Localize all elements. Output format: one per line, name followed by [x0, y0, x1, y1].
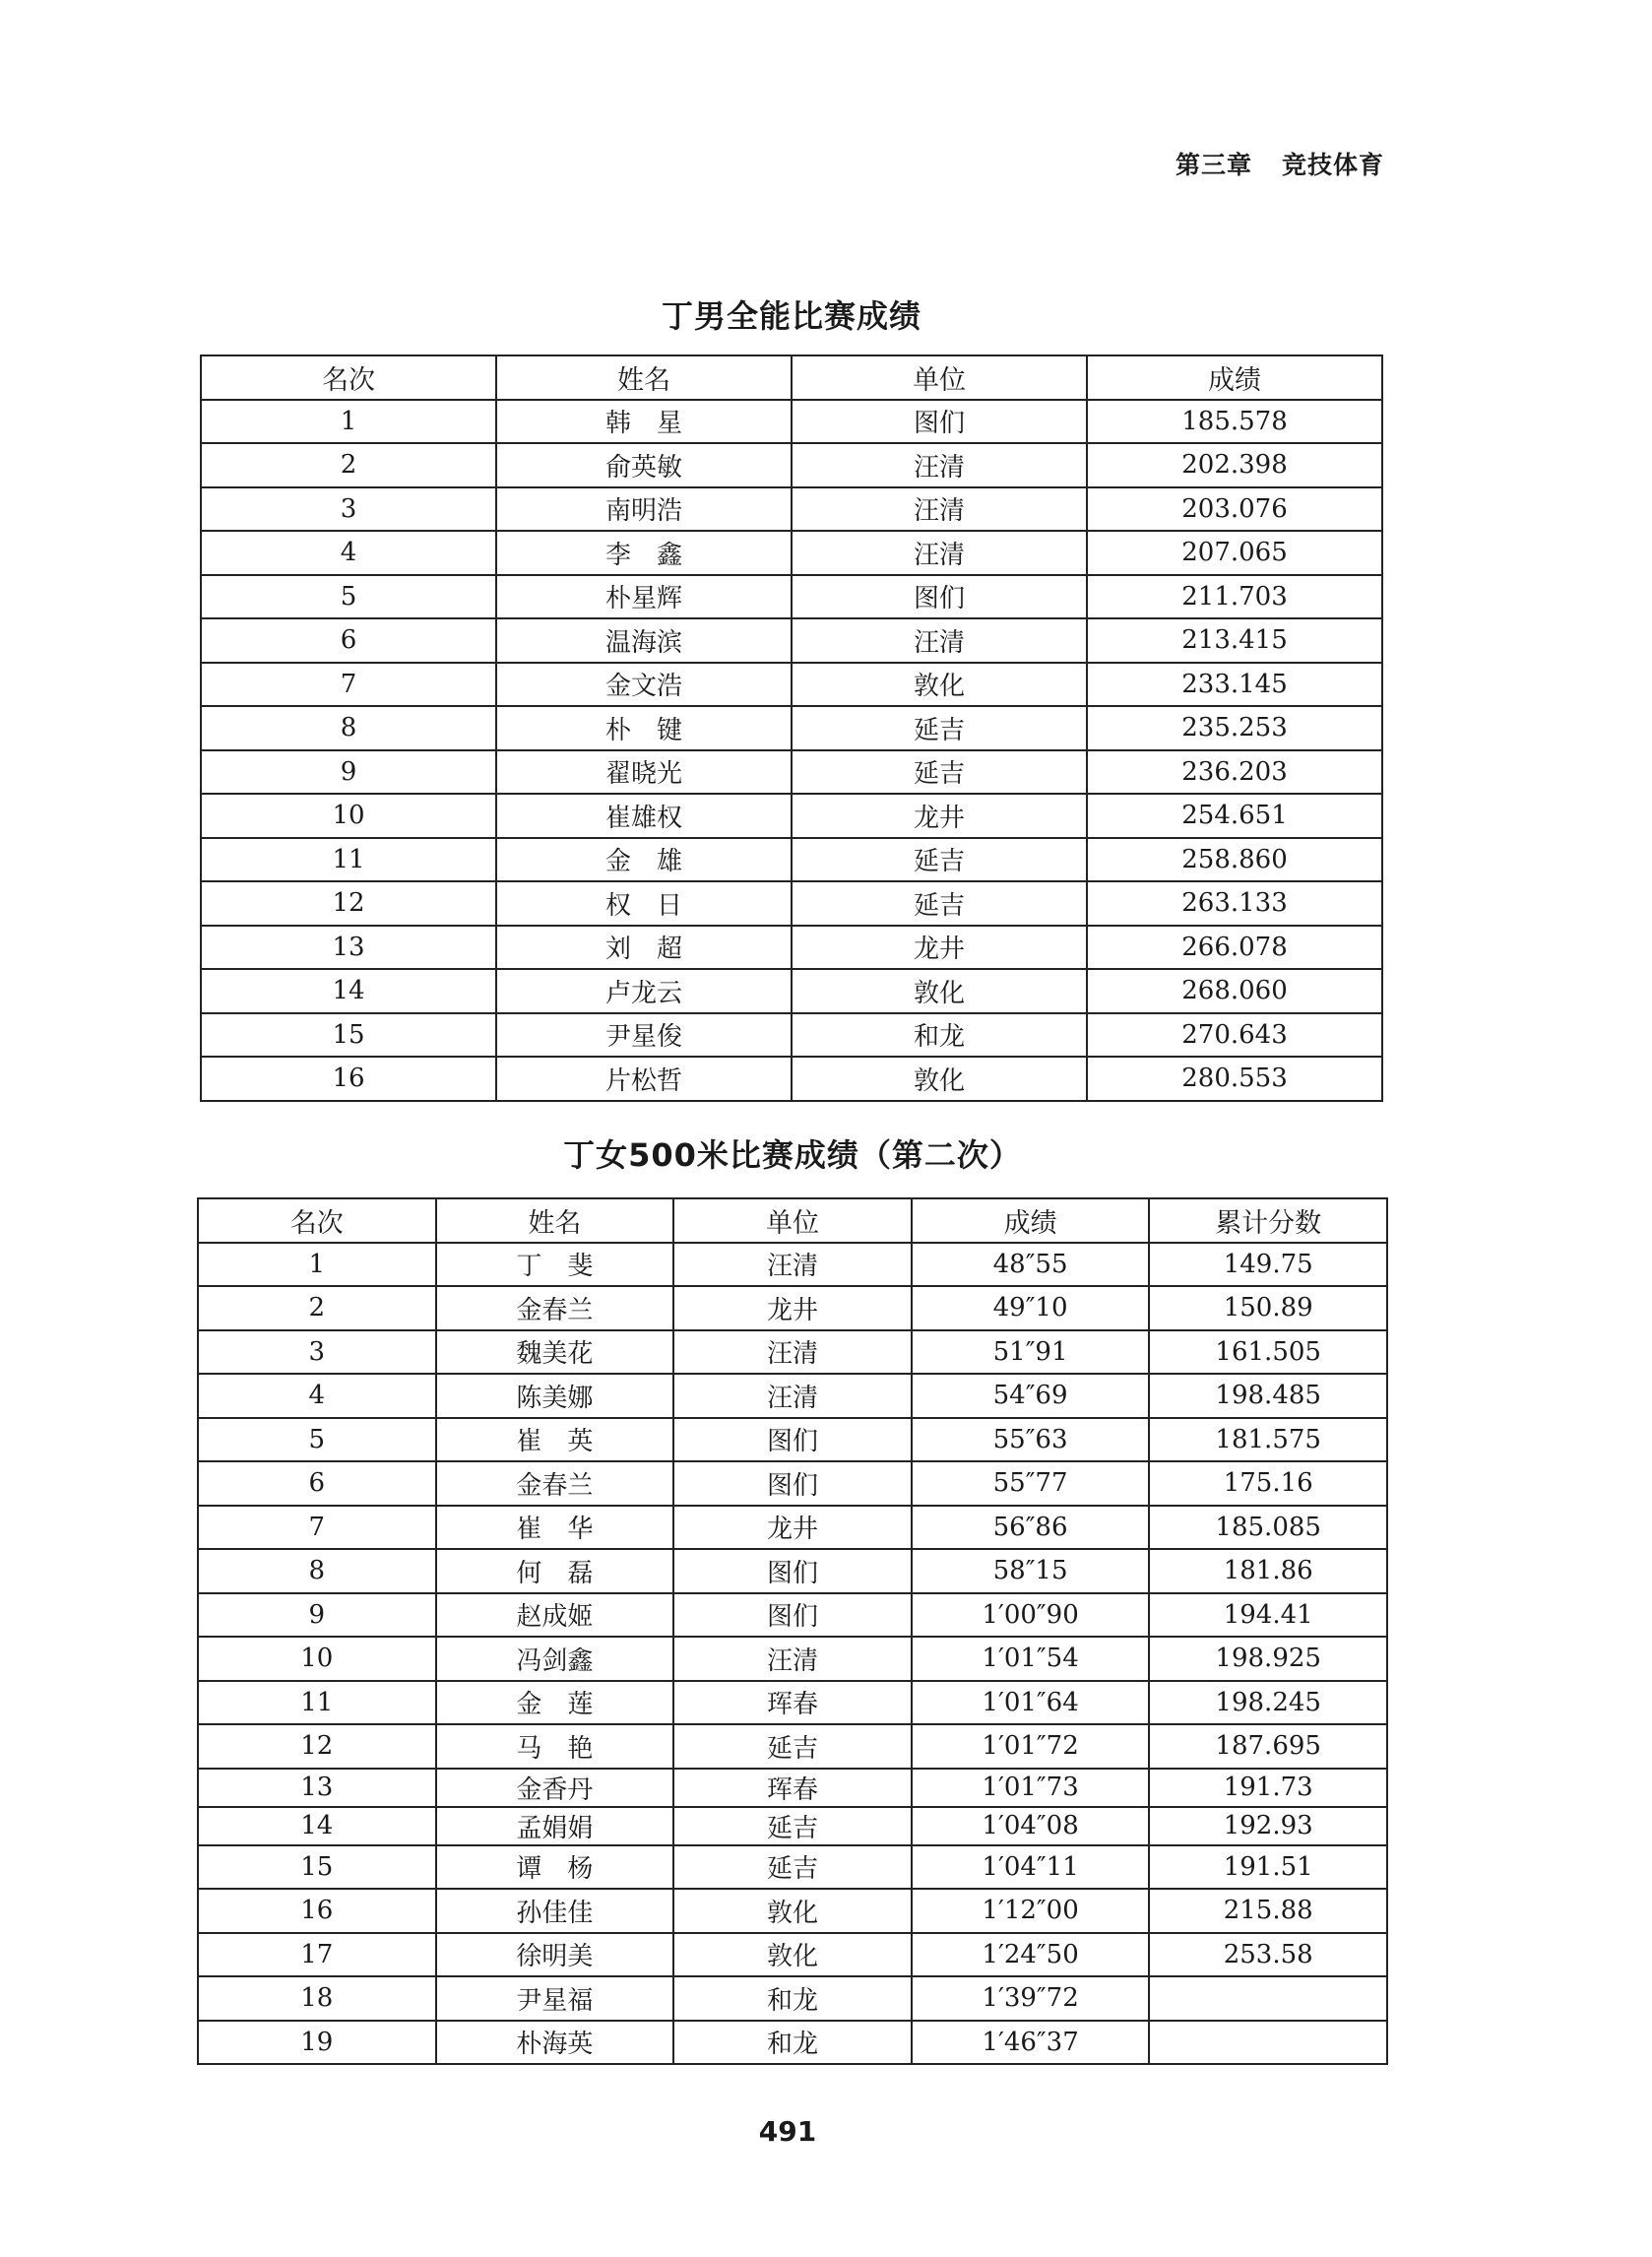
table-cell: 1′39″72	[912, 1976, 1150, 2021]
table-row	[201, 794, 1382, 838]
table-cell: 7	[201, 663, 496, 707]
column-header: 姓名	[496, 355, 792, 400]
table-cell: 马 艳	[436, 1724, 674, 1769]
table-cell: 149.75	[1149, 1243, 1387, 1287]
mens-allround-results-table	[200, 355, 1383, 1102]
table-row	[201, 618, 1382, 663]
table-cell: 56″86	[912, 1506, 1150, 1550]
table-cell: 8	[198, 1549, 436, 1593]
table-cell: 金春兰	[436, 1286, 674, 1330]
table-cell: 朴星辉	[496, 575, 792, 619]
table-cell: 敦化	[792, 1057, 1087, 1101]
table-row	[201, 926, 1382, 970]
table-cell: 延吉	[673, 1807, 912, 1845]
table-cell: 12	[201, 881, 496, 926]
table-cell: 3	[198, 1330, 436, 1375]
section-label: 竞技体育	[1281, 151, 1384, 179]
table-row	[201, 881, 1382, 926]
table-row	[201, 838, 1382, 882]
table-cell: 延吉	[792, 838, 1087, 882]
table-cell: 4	[201, 531, 496, 575]
table-cell: 12	[198, 1724, 436, 1769]
table-cell: 9	[198, 1593, 436, 1638]
table-cell: 13	[198, 1769, 436, 1807]
table-row	[201, 1013, 1382, 1058]
table-cell: 5	[198, 1418, 436, 1462]
table-cell: 192.93	[1149, 1807, 1387, 1845]
table-cell: 280.553	[1087, 1057, 1382, 1101]
table-cell: 270.643	[1087, 1013, 1382, 1058]
table-cell: 233.145	[1087, 663, 1382, 707]
table-row	[201, 663, 1382, 707]
table-cell: 和龙	[673, 2021, 912, 2065]
table-cell: 珲春	[673, 1681, 912, 1725]
table-cell: 图们	[673, 1418, 912, 1462]
table-cell: 龙井	[792, 794, 1087, 838]
table-row	[198, 1243, 1387, 1287]
table-cell: 金 莲	[436, 1681, 674, 1725]
table-cell: 181.86	[1149, 1549, 1387, 1593]
table-cell: 尹星福	[436, 1976, 674, 2021]
table-cell	[1149, 1976, 1387, 2021]
table-cell: 丁 斐	[436, 1243, 674, 1287]
table-cell: 1′24″50	[912, 1933, 1150, 1977]
table-cell	[1149, 2021, 1387, 2065]
chapter-label: 第三章	[1175, 151, 1252, 179]
table-cell: 1′01″73	[912, 1769, 1150, 1807]
table-cell: 268.060	[1087, 969, 1382, 1013]
table-cell: 5	[201, 575, 496, 619]
table-row	[198, 1976, 1387, 2021]
table-cell: 198.245	[1149, 1681, 1387, 1725]
table-row	[201, 969, 1382, 1013]
table-cell: 10	[198, 1637, 436, 1681]
table-cell: 19	[198, 2021, 436, 2065]
table-row	[201, 531, 1382, 575]
table-cell: 汪清	[673, 1243, 912, 1287]
table-cell: 汪清	[792, 618, 1087, 663]
table-cell: 何 磊	[436, 1549, 674, 1593]
table-cell: 权 日	[496, 881, 792, 926]
table-cell: 3	[201, 487, 496, 532]
table-cell: 汪清	[792, 443, 1087, 487]
table-cell: 1′00″90	[912, 1593, 1150, 1638]
table-header-row	[201, 355, 1382, 400]
column-header: 单位	[673, 1198, 912, 1243]
table-cell: 敦化	[673, 1933, 912, 1977]
table-cell: 2	[198, 1286, 436, 1330]
table-row	[198, 1549, 1387, 1593]
table-cell: 194.41	[1149, 1593, 1387, 1638]
table-cell: 俞英敏	[496, 443, 792, 487]
table-cell: 图们	[792, 400, 1087, 444]
table-cell: 卢龙云	[496, 969, 792, 1013]
table-cell: 金文浩	[496, 663, 792, 707]
table-cell: 朴 键	[496, 706, 792, 750]
table-cell: 珲春	[673, 1769, 912, 1807]
table-cell: 17	[198, 1933, 436, 1977]
table-cell: 191.51	[1149, 1845, 1387, 1890]
table-cell: 陈美娜	[436, 1374, 674, 1418]
column-header: 成绩	[1087, 355, 1382, 400]
table-cell: 7	[198, 1506, 436, 1550]
table-cell: 冯剑鑫	[436, 1637, 674, 1681]
table-cell: 13	[201, 926, 496, 970]
column-header: 姓名	[436, 1198, 674, 1243]
table-cell: 16	[201, 1057, 496, 1101]
table-cell: 韩 星	[496, 400, 792, 444]
table-cell: 金香丹	[436, 1769, 674, 1807]
table-cell: 南明浩	[496, 487, 792, 532]
table-cell: 185.578	[1087, 400, 1382, 444]
table-header-row	[198, 1198, 1387, 1243]
table-cell: 延吉	[792, 706, 1087, 750]
table-cell: 11	[201, 838, 496, 882]
table-row	[198, 1330, 1387, 1375]
table1-title: 丁男全能比赛成绩	[661, 297, 921, 335]
table-cell: 207.065	[1087, 531, 1382, 575]
table-cell: 202.398	[1087, 443, 1382, 487]
table-cell: 150.89	[1149, 1286, 1387, 1330]
table-cell: 图们	[673, 1549, 912, 1593]
table-row	[198, 1681, 1387, 1725]
table-cell: 汪清	[792, 531, 1087, 575]
table-row	[201, 575, 1382, 619]
table-cell: 1′12″00	[912, 1889, 1150, 1933]
table-cell: 金 雄	[496, 838, 792, 882]
table-row	[198, 1933, 1387, 1977]
table-row	[198, 1374, 1387, 1418]
table1-body	[201, 400, 1382, 1101]
table2-title: 丁女500米比赛成绩（第二次）	[563, 1136, 1022, 1174]
table-cell: 58″15	[912, 1549, 1150, 1593]
table-cell: 49″10	[912, 1286, 1150, 1330]
table-cell: 谭 杨	[436, 1845, 674, 1890]
table-row	[201, 1057, 1382, 1101]
table-cell: 图们	[673, 1593, 912, 1638]
table-cell: 龙井	[673, 1506, 912, 1550]
table-cell: 235.253	[1087, 706, 1382, 750]
table-cell: 16	[198, 1889, 436, 1933]
table-cell: 191.73	[1149, 1769, 1387, 1807]
table-cell: 4	[198, 1374, 436, 1418]
table-cell: 赵成姬	[436, 1593, 674, 1638]
table-cell: 211.703	[1087, 575, 1382, 619]
table-cell: 魏美花	[436, 1330, 674, 1375]
table-cell: 11	[198, 1681, 436, 1725]
table-cell: 1′04″11	[912, 1845, 1150, 1890]
table-row	[201, 487, 1382, 532]
column-header: 成绩	[912, 1198, 1150, 1243]
table-cell: 汪清	[673, 1637, 912, 1681]
table-row	[198, 1461, 1387, 1506]
table-row	[198, 1593, 1387, 1638]
table-cell: 1′01″64	[912, 1681, 1150, 1725]
table-cell: 汪清	[792, 487, 1087, 532]
table-cell: 14	[198, 1807, 436, 1845]
table-cell: 延吉	[673, 1724, 912, 1769]
table-row	[198, 1769, 1387, 1807]
table-cell: 263.133	[1087, 881, 1382, 926]
table-cell: 崔雄权	[496, 794, 792, 838]
table-cell: 孟娟娟	[436, 1807, 674, 1845]
table-cell: 温海滨	[496, 618, 792, 663]
womens-500m-results-table	[197, 1197, 1388, 2065]
table-row	[198, 1807, 1387, 1845]
table-cell: 18	[198, 1976, 436, 2021]
table-cell: 龙井	[792, 926, 1087, 970]
table-row	[198, 1506, 1387, 1550]
table2-body	[198, 1243, 1387, 2065]
table-row	[201, 443, 1382, 487]
table-cell: 1′04″08	[912, 1807, 1150, 1845]
table-cell: 8	[201, 706, 496, 750]
table-cell: 51″91	[912, 1330, 1150, 1375]
table-cell: 1	[198, 1243, 436, 1287]
table-cell: 15	[198, 1845, 436, 1890]
table-cell: 15	[201, 1013, 496, 1058]
table-cell: 图们	[673, 1461, 912, 1506]
table-cell: 延吉	[792, 750, 1087, 795]
table-cell: 1′46″37	[912, 2021, 1150, 2065]
table-cell: 175.16	[1149, 1461, 1387, 1506]
table-cell: 崔 华	[436, 1506, 674, 1550]
table-cell: 9	[201, 750, 496, 795]
table-cell: 198.485	[1149, 1374, 1387, 1418]
column-header: 名次	[201, 355, 496, 400]
table-cell: 187.695	[1149, 1724, 1387, 1769]
table-cell: 253.58	[1149, 1933, 1387, 1977]
column-header: 名次	[198, 1198, 436, 1243]
table-cell: 10	[201, 794, 496, 838]
table-cell: 敦化	[792, 969, 1087, 1013]
table-row	[201, 706, 1382, 750]
table-cell: 266.078	[1087, 926, 1382, 970]
table-cell: 236.203	[1087, 750, 1382, 795]
table-cell: 181.575	[1149, 1418, 1387, 1462]
table-row	[201, 750, 1382, 795]
table-cell: 翟晓光	[496, 750, 792, 795]
table-cell: 汪清	[673, 1330, 912, 1375]
table-cell: 朴海英	[436, 2021, 674, 2065]
table-row	[198, 1724, 1387, 1769]
table-cell: 161.505	[1149, 1330, 1387, 1375]
table-cell: 片松哲	[496, 1057, 792, 1101]
table-cell: 和龙	[673, 1976, 912, 2021]
table-cell: 图们	[792, 575, 1087, 619]
table-cell: 55″77	[912, 1461, 1150, 1506]
table-cell: 55″63	[912, 1418, 1150, 1462]
column-header: 单位	[792, 355, 1087, 400]
table-cell: 崔 英	[436, 1418, 674, 1462]
page-number: 491	[758, 2115, 817, 2148]
table-cell: 延吉	[792, 881, 1087, 926]
table-cell: 延吉	[673, 1845, 912, 1890]
table-cell: 48″55	[912, 1243, 1150, 1287]
table-cell: 254.651	[1087, 794, 1382, 838]
table-row	[198, 1418, 1387, 1462]
table-cell: 1′01″54	[912, 1637, 1150, 1681]
table-row	[198, 1286, 1387, 1330]
table-cell: 185.085	[1149, 1506, 1387, 1550]
table-cell: 198.925	[1149, 1637, 1387, 1681]
table-cell: 6	[201, 618, 496, 663]
table-row	[201, 400, 1382, 444]
table-cell: 尹星俊	[496, 1013, 792, 1058]
table-cell: 孙佳佳	[436, 1889, 674, 1933]
table-cell: 215.88	[1149, 1889, 1387, 1933]
table-cell: 54″69	[912, 1374, 1150, 1418]
table-cell: 14	[201, 969, 496, 1013]
table-cell: 刘 超	[496, 926, 792, 970]
table-cell: 213.415	[1087, 618, 1382, 663]
table-cell: 汪清	[673, 1374, 912, 1418]
table-cell: 1	[201, 400, 496, 444]
table-row	[198, 1889, 1387, 1933]
table-row	[198, 2021, 1387, 2065]
table-cell: 6	[198, 1461, 436, 1506]
table-cell: 2	[201, 443, 496, 487]
table-cell: 和龙	[792, 1013, 1087, 1058]
table-cell: 敦化	[673, 1889, 912, 1933]
table-cell: 203.076	[1087, 487, 1382, 532]
table-cell: 徐明美	[436, 1933, 674, 1977]
table-row	[198, 1845, 1387, 1890]
column-header: 累计分数	[1149, 1198, 1387, 1243]
table-row	[198, 1637, 1387, 1681]
table-cell: 258.860	[1087, 838, 1382, 882]
table-cell: 龙井	[673, 1286, 912, 1330]
table-cell: 敦化	[792, 663, 1087, 707]
table-cell: 1′01″72	[912, 1724, 1150, 1769]
table-cell: 金春兰	[436, 1461, 674, 1506]
table-cell: 李 鑫	[496, 531, 792, 575]
running-header	[1175, 146, 1384, 181]
